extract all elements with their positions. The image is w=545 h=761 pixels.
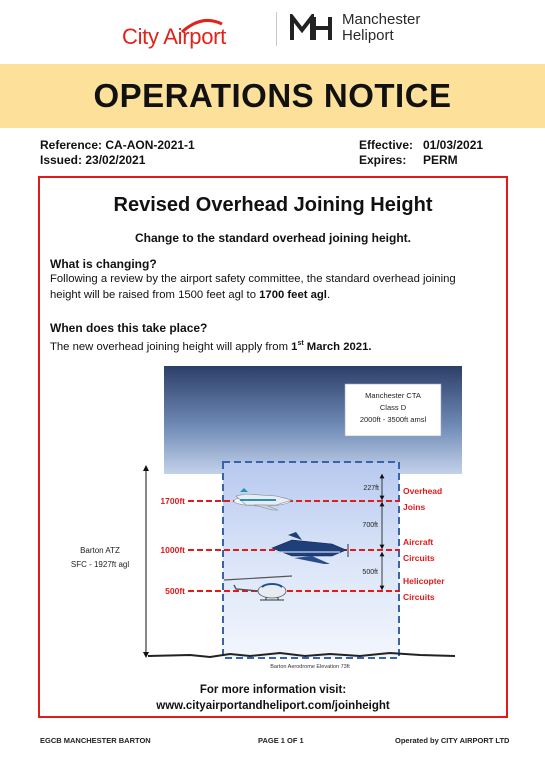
mh-logo-icon [290, 14, 336, 42]
effective-block [359, 138, 483, 168]
expires-label: Expires: [359, 153, 407, 167]
city-airport-logo [122, 18, 262, 54]
expires-value: PERM [423, 153, 458, 167]
helicopter-circuits-label-1: Helicopter [403, 576, 445, 586]
effective-value: 01/03/2021 [423, 138, 484, 152]
city-airport-logo-text: City Airport [122, 24, 226, 49]
footer-right: Operated by CITY AIRPORT LTD [395, 736, 510, 745]
more-info-link[interactable]: www.cityairportandheliport.com/joinheight [156, 700, 390, 712]
cta-label-line1: Manchester CTA [365, 391, 421, 400]
cta-label-line2: Class D [379, 403, 407, 412]
page-title: OPERATIONS NOTICE [93, 77, 452, 114]
level-label-1000: 1000ft [160, 545, 185, 555]
gap-label-700: 700ft [362, 522, 378, 529]
effective-label: Effective: [359, 138, 414, 152]
reference-line: Reference: CA-AON-2021-1 [40, 138, 195, 152]
logo-divider [276, 12, 277, 46]
atz-label-line2: SFC - 1927ft agl [70, 560, 130, 569]
more-info-line1: For more information visit: [199, 684, 347, 696]
when-heading: When does this take place? [50, 321, 208, 335]
notice-subtitle: Change to the standard overhead joining height. [134, 231, 412, 245]
notice-title: Revised Overhead Joining Height [113, 194, 433, 216]
cta-label-line3: 2000ft - 3500ft amsl [359, 415, 427, 424]
gap-label-500: 500ft [362, 569, 378, 576]
aircraft-circuits-label-2: Circuits [403, 553, 435, 563]
overhead-joins-label-1: Overhead [403, 486, 443, 496]
joining-height-diagram [40, 364, 506, 676]
what-paragraph: Following a review by the airport safety committee, the standard overhead joining height will be raised from 1500 feet agl to 1700 feet agl. [50, 273, 456, 301]
gap-label-227: 227ft [363, 485, 379, 492]
aerodrome-elevation-label: Barton Aerodrome Elevation 73ft [270, 664, 350, 670]
overhead-joins-label-2: Joins [403, 502, 426, 512]
reference-block [40, 138, 195, 168]
manchester-heliport-logo-text: Manchester Heliport [342, 11, 421, 44]
when-paragraph: The new overhead joining height will apply from 1st March 2021. [50, 340, 372, 353]
level-label-500: 500ft [165, 586, 185, 596]
helicopter-circuits-label-2: Circuits [403, 592, 435, 602]
what-heading: What is changing? [50, 257, 157, 271]
atz-label-line1: Barton ATZ [80, 546, 120, 555]
issued-line: Issued: 23/02/2021 [40, 153, 146, 167]
footer-center: PAGE 1 OF 1 [258, 736, 304, 745]
footer-left: EGCB MANCHESTER BARTON [40, 736, 151, 745]
level-label-1700: 1700ft [160, 496, 185, 506]
aircraft-circuits-label-1: Aircraft [403, 537, 434, 547]
